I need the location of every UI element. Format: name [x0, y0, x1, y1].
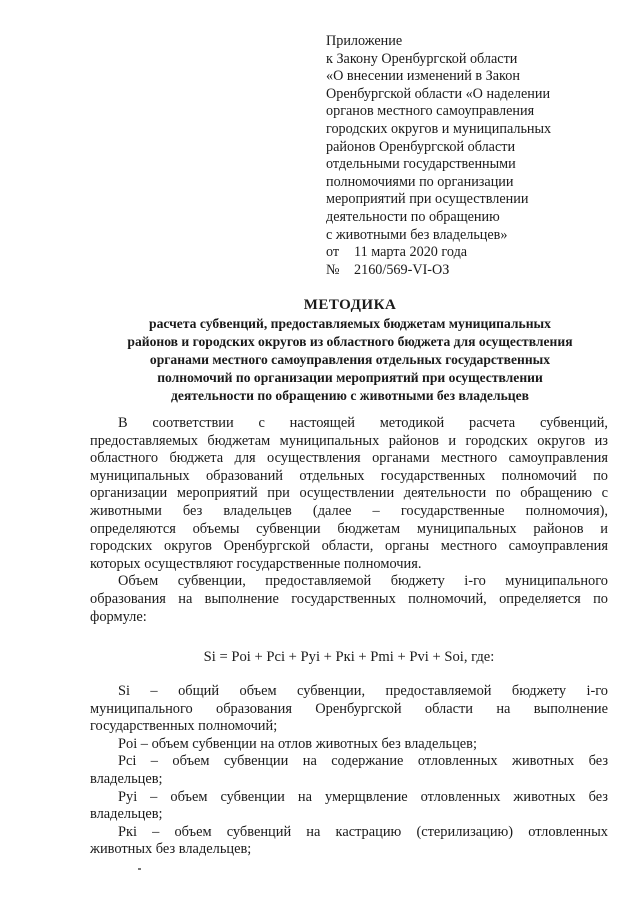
body-line: определяются объемы субвенции бюджетам муниципальных районов и [90, 520, 608, 537]
body-line: областного бюджета для осуществления органами местного самоуправления [90, 450, 608, 467]
definition-line: Poi – объем субвенции на отлов животных без владельцев; [118, 735, 477, 752]
definition-line: владельцев; [90, 770, 163, 787]
appendix-line: органов местного самоуправления [326, 103, 535, 120]
subtitle-line: деятельности по обращению с животными без владельцев [171, 388, 529, 403]
subtitle-line: органами местного самоуправления отдельных государственных [149, 352, 551, 367]
appendix-line: «О внесении изменений в Закон [326, 68, 520, 85]
body-line: организации мероприятий при осуществлении деятельности по обращению с [90, 485, 608, 502]
definition-line: Pci – объем субвенции на содержание отловленных животных без [118, 753, 608, 770]
subsidy-formula: Si = Poi + Pci + Pyi + Pкi + Pmi + Pvi + Soi, где: [203, 649, 495, 665]
definition-line: муниципального образования Оренбургской области на выполнение [90, 700, 608, 717]
date-label: от [326, 244, 340, 261]
number-label: № [326, 261, 340, 278]
appendix-line: городских округов и муниципальных [326, 120, 552, 137]
body-line: муниципальных образований отдельных государственных полномочий по [90, 467, 608, 484]
definition-line: Si – общий объем субвенции, предоставляемой бюджету i-го [118, 683, 608, 699]
body-line: образования на выполнение государственных полномочий, определяется по [90, 590, 608, 607]
subtitle-line: полномочий по организации мероприятий при осуществлении [157, 370, 543, 385]
law-date-row [326, 244, 626, 262]
scan-speck [138, 868, 141, 870]
document-title [90, 296, 610, 405]
definition-line: владельцев; [90, 806, 163, 823]
appendix-line: к Закону Оренбургской области [326, 50, 518, 67]
appendix-line: с животными без владельцев» [326, 226, 508, 243]
appendix-line: Приложение [326, 33, 403, 49]
body-line: животными без владельцев (далее – государственные полномочия), [90, 502, 608, 519]
definitions-list [90, 683, 608, 859]
body-line: которых осуществляют государственные полномочия. [90, 555, 422, 572]
body-line: В соответствии с настоящей методикой расчета субвенций, [118, 415, 608, 431]
methodology-subtitle [90, 315, 610, 405]
definition-line: Pyi – объем субвенции на умерщвление отловленных животных без [118, 788, 608, 805]
definition-line: государственных полномочий; [90, 718, 278, 735]
definition-line: животных без владельцев; [90, 841, 252, 858]
law-date: 11 марта 2020 года [354, 244, 468, 261]
appendix-block [326, 33, 626, 279]
appendix-line: полномочиями по организации [326, 173, 514, 190]
law-number-row [326, 262, 626, 280]
intro-paragraph [90, 415, 608, 626]
subtitle-line: районов и городских округов из областного бюджета для осуществления [127, 334, 573, 349]
body-line: предоставляемых бюджетам муниципальных районов и городских округов из [90, 432, 608, 449]
appendix-line: районов Оренбургской области [326, 138, 516, 155]
definition-line: Pкi – объем субвенций на кастрацию (стерилизацию) отловленных [118, 823, 608, 840]
body-line: городских округов Оренбургской области, органы местного самоуправления [90, 538, 608, 555]
subtitle-line: расчета субвенций, предоставляемых бюджетам муниципальных [149, 316, 551, 331]
appendix-line: мероприятий при осуществлении [326, 191, 529, 208]
methodology-heading: МЕТОДИКА [303, 297, 397, 313]
body-line: формуле: [90, 608, 147, 625]
appendix-line: Оренбургской области «О наделении [326, 85, 551, 102]
body-line: Объем субвенции, предоставляемой бюджету i-го муниципального [118, 573, 608, 590]
appendix-line: деятельности по обращению [326, 208, 500, 225]
appendix-line: отдельными государственными [326, 156, 516, 173]
law-number: 2160/569-VI-ОЗ [354, 261, 450, 278]
